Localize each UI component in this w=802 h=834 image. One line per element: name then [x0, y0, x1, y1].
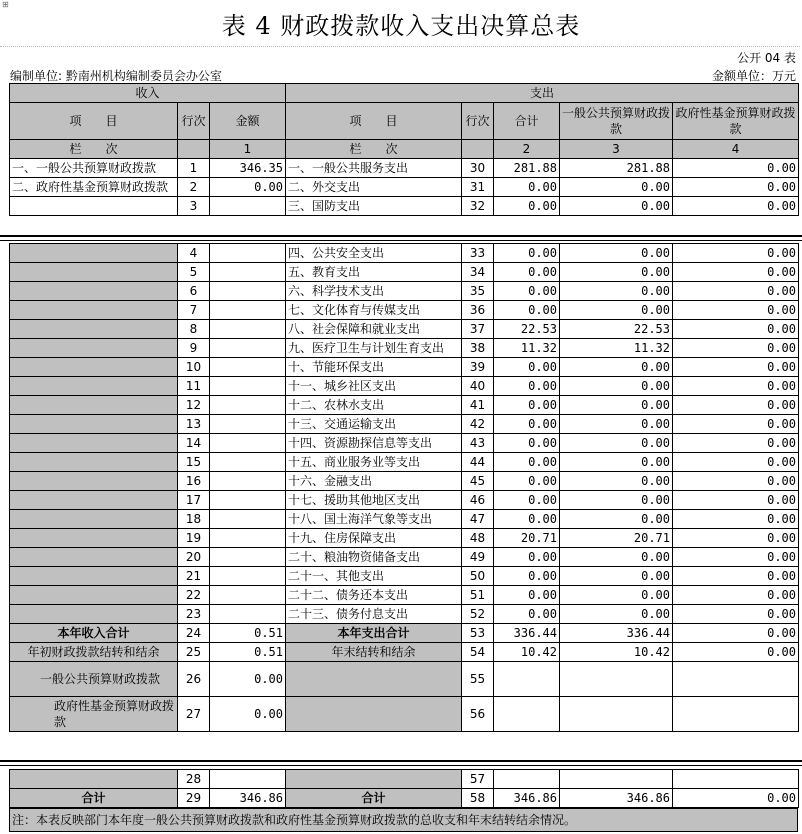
expense-fund: 0.00: [673, 472, 799, 491]
expense-item: 二、外交支出: [286, 178, 462, 197]
income-row-no: 11: [178, 377, 210, 396]
table-row: [10, 453, 799, 472]
table-row: [10, 491, 799, 510]
expense-item: 六、科学技术支出: [286, 282, 462, 301]
expense-row-no: 38: [462, 339, 494, 358]
expense-total-header: 合计: [494, 103, 560, 140]
income-item-empty: [10, 491, 178, 510]
income-item-empty: [10, 605, 178, 624]
carry-fund-erow: 56: [462, 697, 494, 732]
carryover-end-general: 10.42: [560, 643, 673, 662]
gov-fund-header: 政府性基金预算财政拨款: [673, 103, 799, 140]
income-item-empty: [10, 529, 178, 548]
income-row-no: 12: [178, 396, 210, 415]
expense-fund: 0.00: [673, 415, 799, 434]
meta-row: [0, 64, 800, 82]
table-anchor-icon: ⊞: [2, 0, 9, 9]
income-item-empty: [10, 510, 178, 529]
expense-row-no: 34: [462, 263, 494, 282]
expense-general: 11.32: [560, 339, 673, 358]
carryover-end-fund: 0.00: [673, 643, 799, 662]
expense-total: 281.88: [494, 159, 560, 178]
expense-fund: 0.00: [673, 548, 799, 567]
table-row: [10, 159, 799, 178]
income-row-no: 8: [178, 320, 210, 339]
expense-general: 0.00: [560, 586, 673, 605]
expense-general: 0.00: [560, 567, 673, 586]
expense-fund: 0.00: [673, 320, 799, 339]
carryover-end-label: 年末结转和结余: [286, 643, 462, 662]
expense-fund: 0.00: [673, 197, 799, 216]
expense-fund: 0.00: [673, 263, 799, 282]
income-header: 收入: [10, 84, 286, 103]
expense-total: 0.00: [494, 377, 560, 396]
income-amount-empty: [210, 586, 286, 605]
expense-item: 一、一般公共服务支出: [286, 159, 462, 178]
expense-total: 0.00: [494, 472, 560, 491]
income-item: 二、政府性基金预算财政拨款: [10, 178, 178, 197]
table-row: [10, 567, 799, 586]
income-amount-empty: [210, 567, 286, 586]
income-amount-empty: [210, 377, 286, 396]
income-amount-empty: [210, 339, 286, 358]
income-item-empty: [10, 320, 178, 339]
expense-general: 20.71: [560, 529, 673, 548]
expense-row-no: 52: [462, 605, 494, 624]
expense-fund: 0.00: [673, 339, 799, 358]
income-item-empty: [10, 415, 178, 434]
expense-item: 七、文化体育与传媒支出: [286, 301, 462, 320]
expense-total: 20.71: [494, 529, 560, 548]
expense-row-no: 48: [462, 529, 494, 548]
expense-fund: 0.00: [673, 282, 799, 301]
expense-item: 二十、粮油物资储备支出: [286, 548, 462, 567]
expense-general: 0.00: [560, 491, 673, 510]
expense-total: 0.00: [494, 491, 560, 510]
expense-row-no: 49: [462, 548, 494, 567]
income-row-no: 6: [178, 282, 210, 301]
income-row-no: 21: [178, 567, 210, 586]
annual-expense-total-label: 本年支出合计: [286, 624, 462, 643]
income-row-no: 7: [178, 301, 210, 320]
annual-income-total-row: 24: [178, 624, 210, 643]
expense-row-no: 42: [462, 415, 494, 434]
income-amount-empty: [210, 510, 286, 529]
grand-expense-label: 合计: [286, 789, 462, 808]
income-amount-empty: [210, 396, 286, 415]
income-amount-empty: [210, 605, 286, 624]
expense-fund: 0.00: [673, 159, 799, 178]
expense-item: 十九、住房保障支出: [286, 529, 462, 548]
carryover-end-row: 54: [462, 643, 494, 662]
expense-item: 二十一、其他支出: [286, 567, 462, 586]
expense-item: 三、国防支出: [286, 197, 462, 216]
carryover-begin-amount: 0.51: [210, 643, 286, 662]
income-item-empty: [10, 548, 178, 567]
income-amount-empty: [210, 358, 286, 377]
expense-total: 0.00: [494, 396, 560, 415]
income-amount-header: 金额: [210, 103, 286, 140]
carryover-end-total: 10.42: [494, 643, 560, 662]
income-amount: [210, 197, 286, 216]
col-1: 1: [210, 140, 286, 159]
expense-row-no: 37: [462, 320, 494, 339]
expense-total: 0.00: [494, 178, 560, 197]
expense-total: 11.32: [494, 339, 560, 358]
expense-general: 0.00: [560, 244, 673, 263]
expense-row-no: 47: [462, 510, 494, 529]
expense-total: 0.00: [494, 197, 560, 216]
income-item-empty: [10, 377, 178, 396]
carry-general-erow: 55: [462, 662, 494, 697]
income-item-empty: [10, 263, 178, 282]
expense-col-label: 栏 次: [286, 140, 462, 159]
expense-item: 二十二、债务还本支出: [286, 586, 462, 605]
expense-item: 九、医疗卫生与计划生育支出: [286, 339, 462, 358]
expense-item: 十、节能环保支出: [286, 358, 462, 377]
summary-table-part2: [9, 243, 799, 732]
income-amount-empty: [210, 301, 286, 320]
income-item-empty: [10, 453, 178, 472]
col-4: 4: [673, 140, 799, 159]
table-row: [10, 339, 799, 358]
expense-row-no: 41: [462, 396, 494, 415]
expense-item: 八、社会保障和就业支出: [286, 320, 462, 339]
expense-total: 0.00: [494, 586, 560, 605]
expense-total: 22.53: [494, 320, 560, 339]
carry-general-row: 26: [178, 662, 210, 697]
annual-expense-total-total: 336.44: [494, 624, 560, 643]
grand-expense-general: 346.86: [560, 789, 673, 808]
expense-item: 二十三、债务付息支出: [286, 605, 462, 624]
table-row: [10, 301, 799, 320]
form-code-row: [0, 46, 800, 65]
expense-total: 0.00: [494, 605, 560, 624]
general-budget-header: 一般公共预算财政拨款: [560, 103, 673, 140]
table-row: [10, 434, 799, 453]
expense-item: 十四、资源勘探信息等支出: [286, 434, 462, 453]
income-row-no: 10: [178, 358, 210, 377]
expense-row-no: 33: [462, 244, 494, 263]
expense-general: 0.00: [560, 197, 673, 216]
income-row-no: 14: [178, 434, 210, 453]
table-row: [10, 178, 799, 197]
footnote: 注：本表反映部门本年度一般公共预算财政拨款和政府性基金预算财政拨款的总收支和年末结转结余情况。: [9, 808, 798, 832]
expense-fund: 0.00: [673, 301, 799, 320]
expense-row-no-header: 行次: [462, 103, 494, 140]
income-item: [10, 197, 178, 216]
table-row: [10, 605, 799, 624]
expense-total: 0.00: [494, 244, 560, 263]
table-row: [10, 320, 799, 339]
expense-total: 0.00: [494, 434, 560, 453]
blank-row-erow: 57: [462, 770, 494, 789]
expense-item-header: 项 目: [286, 103, 462, 140]
income-row-no: 19: [178, 529, 210, 548]
expense-fund: 0.00: [673, 244, 799, 263]
income-amount-empty: [210, 434, 286, 453]
income-row-no: 1: [178, 159, 210, 178]
currency-unit: 金额单位：万元: [711, 69, 796, 83]
expense-total: 0.00: [494, 263, 560, 282]
expense-row-no: 40: [462, 377, 494, 396]
expense-row-no: 45: [462, 472, 494, 491]
income-row-no: 18: [178, 510, 210, 529]
expense-item: 十一、城乡社区支出: [286, 377, 462, 396]
grand-income-label: 合计: [10, 789, 178, 808]
income-item-empty: [10, 396, 178, 415]
expense-total: 0.00: [494, 301, 560, 320]
summary-table-part3: [9, 769, 799, 808]
blank-row-no: 28: [178, 770, 210, 789]
carryover-begin-label: 年初财政拨款结转和结余: [10, 643, 178, 662]
grand-expense-total: 346.86: [494, 789, 560, 808]
expense-header: 支出: [286, 84, 799, 103]
page-break-2: [0, 760, 802, 766]
table-row: [10, 244, 799, 263]
annual-income-total-label: 本年收入合计: [10, 624, 178, 643]
expense-general: 0.00: [560, 377, 673, 396]
income-amount-empty: [210, 320, 286, 339]
income-amount: 346.35: [210, 159, 286, 178]
table-row: [10, 396, 799, 415]
table-row: [10, 197, 799, 216]
expense-item: 十二、农林水支出: [286, 396, 462, 415]
expense-fund: 0.00: [673, 434, 799, 453]
expense-fund: 0.00: [673, 453, 799, 472]
income-row-no: 13: [178, 415, 210, 434]
income-amount: 0.00: [210, 178, 286, 197]
expense-general: 281.88: [560, 159, 673, 178]
table-row: [10, 415, 799, 434]
table-row: [10, 548, 799, 567]
expense-general: 0.00: [560, 453, 673, 472]
expense-row-no: 39: [462, 358, 494, 377]
grand-income-row: 29: [178, 789, 210, 808]
income-row-no: 16: [178, 472, 210, 491]
expense-general: 0.00: [560, 282, 673, 301]
col-3: 3: [560, 140, 673, 159]
expense-general: 0.00: [560, 548, 673, 567]
expense-item: 十三、交通运输支出: [286, 415, 462, 434]
income-amount-empty: [210, 548, 286, 567]
income-item-empty: [10, 586, 178, 605]
expense-fund: 0.00: [673, 605, 799, 624]
carryover-begin-row: 25: [178, 643, 210, 662]
expense-row-no: 46: [462, 491, 494, 510]
expense-total: 0.00: [494, 282, 560, 301]
expense-general: 0.00: [560, 434, 673, 453]
income-col-label: 栏 次: [10, 140, 178, 159]
expense-total: 0.00: [494, 453, 560, 472]
expense-row-no: 35: [462, 282, 494, 301]
carry-general-amount: 0.00: [210, 662, 286, 697]
income-row-no: 17: [178, 491, 210, 510]
expense-fund: 0.00: [673, 377, 799, 396]
income-row-no: 3: [178, 197, 210, 216]
form-code: 公开 04 表: [737, 51, 796, 65]
expense-total: 0.00: [494, 567, 560, 586]
expense-row-no: 43: [462, 434, 494, 453]
income-row-no: 15: [178, 453, 210, 472]
grand-income-amount: 346.86: [210, 789, 286, 808]
income-row-no-header: 行次: [178, 103, 210, 140]
income-amount-empty: [210, 263, 286, 282]
expense-total: 0.00: [494, 415, 560, 434]
table-row: [10, 586, 799, 605]
org-unit: 编制单位: 黔南州机构编制委员会办公室: [10, 69, 222, 83]
expense-fund: 0.00: [673, 178, 799, 197]
expense-row-no: 36: [462, 301, 494, 320]
expense-total: 0.00: [494, 358, 560, 377]
expense-row-no: 31: [462, 178, 494, 197]
summary-table-part1: [9, 83, 799, 216]
expense-fund: 0.00: [673, 396, 799, 415]
expense-row-no: 30: [462, 159, 494, 178]
income-row-no: 22: [178, 586, 210, 605]
expense-general: 0.00: [560, 301, 673, 320]
income-row-no: 9: [178, 339, 210, 358]
table-row: [10, 510, 799, 529]
income-row-no: 5: [178, 263, 210, 282]
expense-item: 十五、商业服务业等支出: [286, 453, 462, 472]
annual-expense-total-fund: 0.00: [673, 624, 799, 643]
expense-row-no: 50: [462, 567, 494, 586]
income-item-empty: [10, 282, 178, 301]
income-item: 一、一般公共预算财政拨款: [10, 159, 178, 178]
income-amount-empty: [210, 472, 286, 491]
expense-row-no: 51: [462, 586, 494, 605]
table-row: [10, 377, 799, 396]
table-row: [10, 263, 799, 282]
income-amount-empty: [210, 282, 286, 301]
expense-general: 0.00: [560, 415, 673, 434]
expense-general: 0.00: [560, 178, 673, 197]
expense-item: 十七、援助其他地区支出: [286, 491, 462, 510]
expense-general: 0.00: [560, 510, 673, 529]
col-2: 2: [494, 140, 560, 159]
carry-fund-row: 27: [178, 697, 210, 732]
carry-fund-label: 政府性基金预算财政拨款: [10, 697, 178, 732]
expense-item: 五、教育支出: [286, 263, 462, 282]
grand-expense-fund: 0.00: [673, 789, 799, 808]
income-item-empty: [10, 567, 178, 586]
expense-item: 十六、金融支出: [286, 472, 462, 491]
expense-general: 0.00: [560, 396, 673, 415]
income-amount-empty: [210, 244, 286, 263]
expense-fund: 0.00: [673, 491, 799, 510]
expense-item: 四、公共安全支出: [286, 244, 462, 263]
carry-fund-amount: 0.00: [210, 697, 286, 732]
expense-total: 0.00: [494, 548, 560, 567]
income-amount-empty: [210, 491, 286, 510]
table-row: [10, 358, 799, 377]
expense-general: 22.53: [560, 320, 673, 339]
expense-general: 0.00: [560, 358, 673, 377]
carry-general-label: 一般公共预算财政拨款: [10, 662, 178, 697]
table-row: [10, 282, 799, 301]
income-item-empty: [10, 339, 178, 358]
income-amount-empty: [210, 529, 286, 548]
income-amount-empty: [210, 415, 286, 434]
annual-expense-total-row: 53: [462, 624, 494, 643]
expense-fund: 0.00: [673, 529, 799, 548]
page-break: [0, 235, 802, 241]
expense-fund: 0.00: [673, 510, 799, 529]
income-item-empty: [10, 358, 178, 377]
income-item-empty: [10, 472, 178, 491]
table-row: [10, 529, 799, 548]
income-row-no: 20: [178, 548, 210, 567]
income-row-no: 23: [178, 605, 210, 624]
income-row-no: 4: [178, 244, 210, 263]
expense-general: 0.00: [560, 263, 673, 282]
annual-expense-total-general: 336.44: [560, 624, 673, 643]
expense-row-no: 44: [462, 453, 494, 472]
expense-fund: 0.00: [673, 358, 799, 377]
expense-fund: 0.00: [673, 586, 799, 605]
expense-general: 0.00: [560, 605, 673, 624]
annual-income-total-amount: 0.51: [210, 624, 286, 643]
expense-total: 0.00: [494, 510, 560, 529]
income-item-empty: [10, 434, 178, 453]
grand-expense-row: 58: [462, 789, 494, 808]
expense-fund: 0.00: [673, 567, 799, 586]
income-item-empty: [10, 244, 178, 263]
income-item-header: 项 目: [10, 103, 178, 140]
income-row-no: 2: [178, 178, 210, 197]
expense-item: 十八、国土海洋气象等支出: [286, 510, 462, 529]
income-amount-empty: [210, 453, 286, 472]
page-title: 表 4 财政拨款收入支出决算总表: [221, 12, 581, 40]
income-item-empty: [10, 301, 178, 320]
table-row: [10, 472, 799, 491]
expense-row-no: 32: [462, 197, 494, 216]
expense-general: 0.00: [560, 472, 673, 491]
